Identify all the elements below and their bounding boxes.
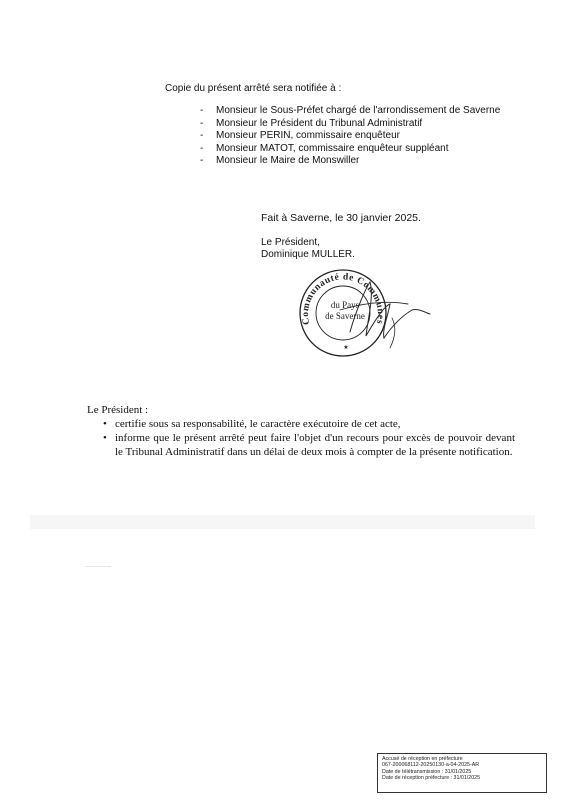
recipient-text: Monsieur le Sous-Préfet chargé de l'arrondissement de Saverne (216, 105, 501, 116)
dash-marker: - (200, 117, 204, 129)
recipient-text: Monsieur PERIN, commissaire enquêteur (216, 130, 400, 141)
ack-line: Date de télétransmission : 31/01/2025 (382, 768, 472, 775)
acknowledgment-stamp-box (377, 753, 547, 793)
recipient-list (200, 105, 515, 168)
recipient-text: Monsieur le Président du Tribunal Administratif (216, 117, 423, 129)
recipient-text: Monsieur MATOT, commissaire enquêteur suppléant (216, 142, 449, 154)
bullet-marker: • (103, 418, 107, 430)
scan-artifact-bar (30, 515, 535, 529)
certification-list (103, 417, 515, 459)
certification-item (103, 417, 515, 431)
dash-marker: - (200, 130, 204, 141)
ack-line: Accusé de réception en préfecture (382, 756, 463, 762)
certification-heading: Le Président : (87, 404, 149, 416)
seal-center-line-2: de Saverne (325, 311, 365, 321)
place-and-date: Fait à Saverne, le 30 janvier 2025. (261, 212, 421, 224)
seal-star-icon: ★ (343, 344, 349, 351)
dash-marker: - (200, 155, 204, 166)
signature-stroke-main (350, 282, 430, 338)
ack-line: 067-200068112-20250130-a-04-2025-AR (382, 762, 480, 769)
dash-marker: - (200, 105, 204, 116)
handwritten-signature (330, 270, 435, 355)
seal-ring-text: Communauté de Communes (300, 272, 386, 326)
certification-text: certifie sous sa responsabilité, le caractère exécutoire de cet acte, (115, 418, 401, 430)
signatory-title: Le Président, (261, 237, 320, 248)
seal-center-line-1: du Pays (330, 300, 360, 310)
bullet-marker: • (103, 432, 107, 444)
ack-line: Date de réception préfecture : 31/01/2025 (382, 774, 481, 781)
recipient-item (200, 130, 515, 143)
recipient-item (200, 105, 515, 118)
certification-item (103, 431, 515, 459)
recipient-text: Monsieur le Maire de Monswiller (216, 155, 360, 166)
signature-stroke-cross (340, 302, 408, 310)
recipient-item (200, 118, 515, 131)
scan-artifact-line (85, 566, 111, 567)
signatory-name: Dominique MULLER. (261, 249, 355, 260)
recipient-item (200, 155, 515, 168)
notification-intro: Copie du présent arrêté sera notifiée à : (165, 83, 342, 94)
recipient-item (200, 143, 515, 156)
certification-text: informe que le présent arrêté peut faire l'objet d'un recours pour excès de pouvoir devant le Tribunal Administratif dans un délai de deux mois à compter de la présente notification. (115, 432, 515, 458)
signature-stroke-tail (390, 318, 395, 348)
dash-marker: - (200, 142, 204, 154)
